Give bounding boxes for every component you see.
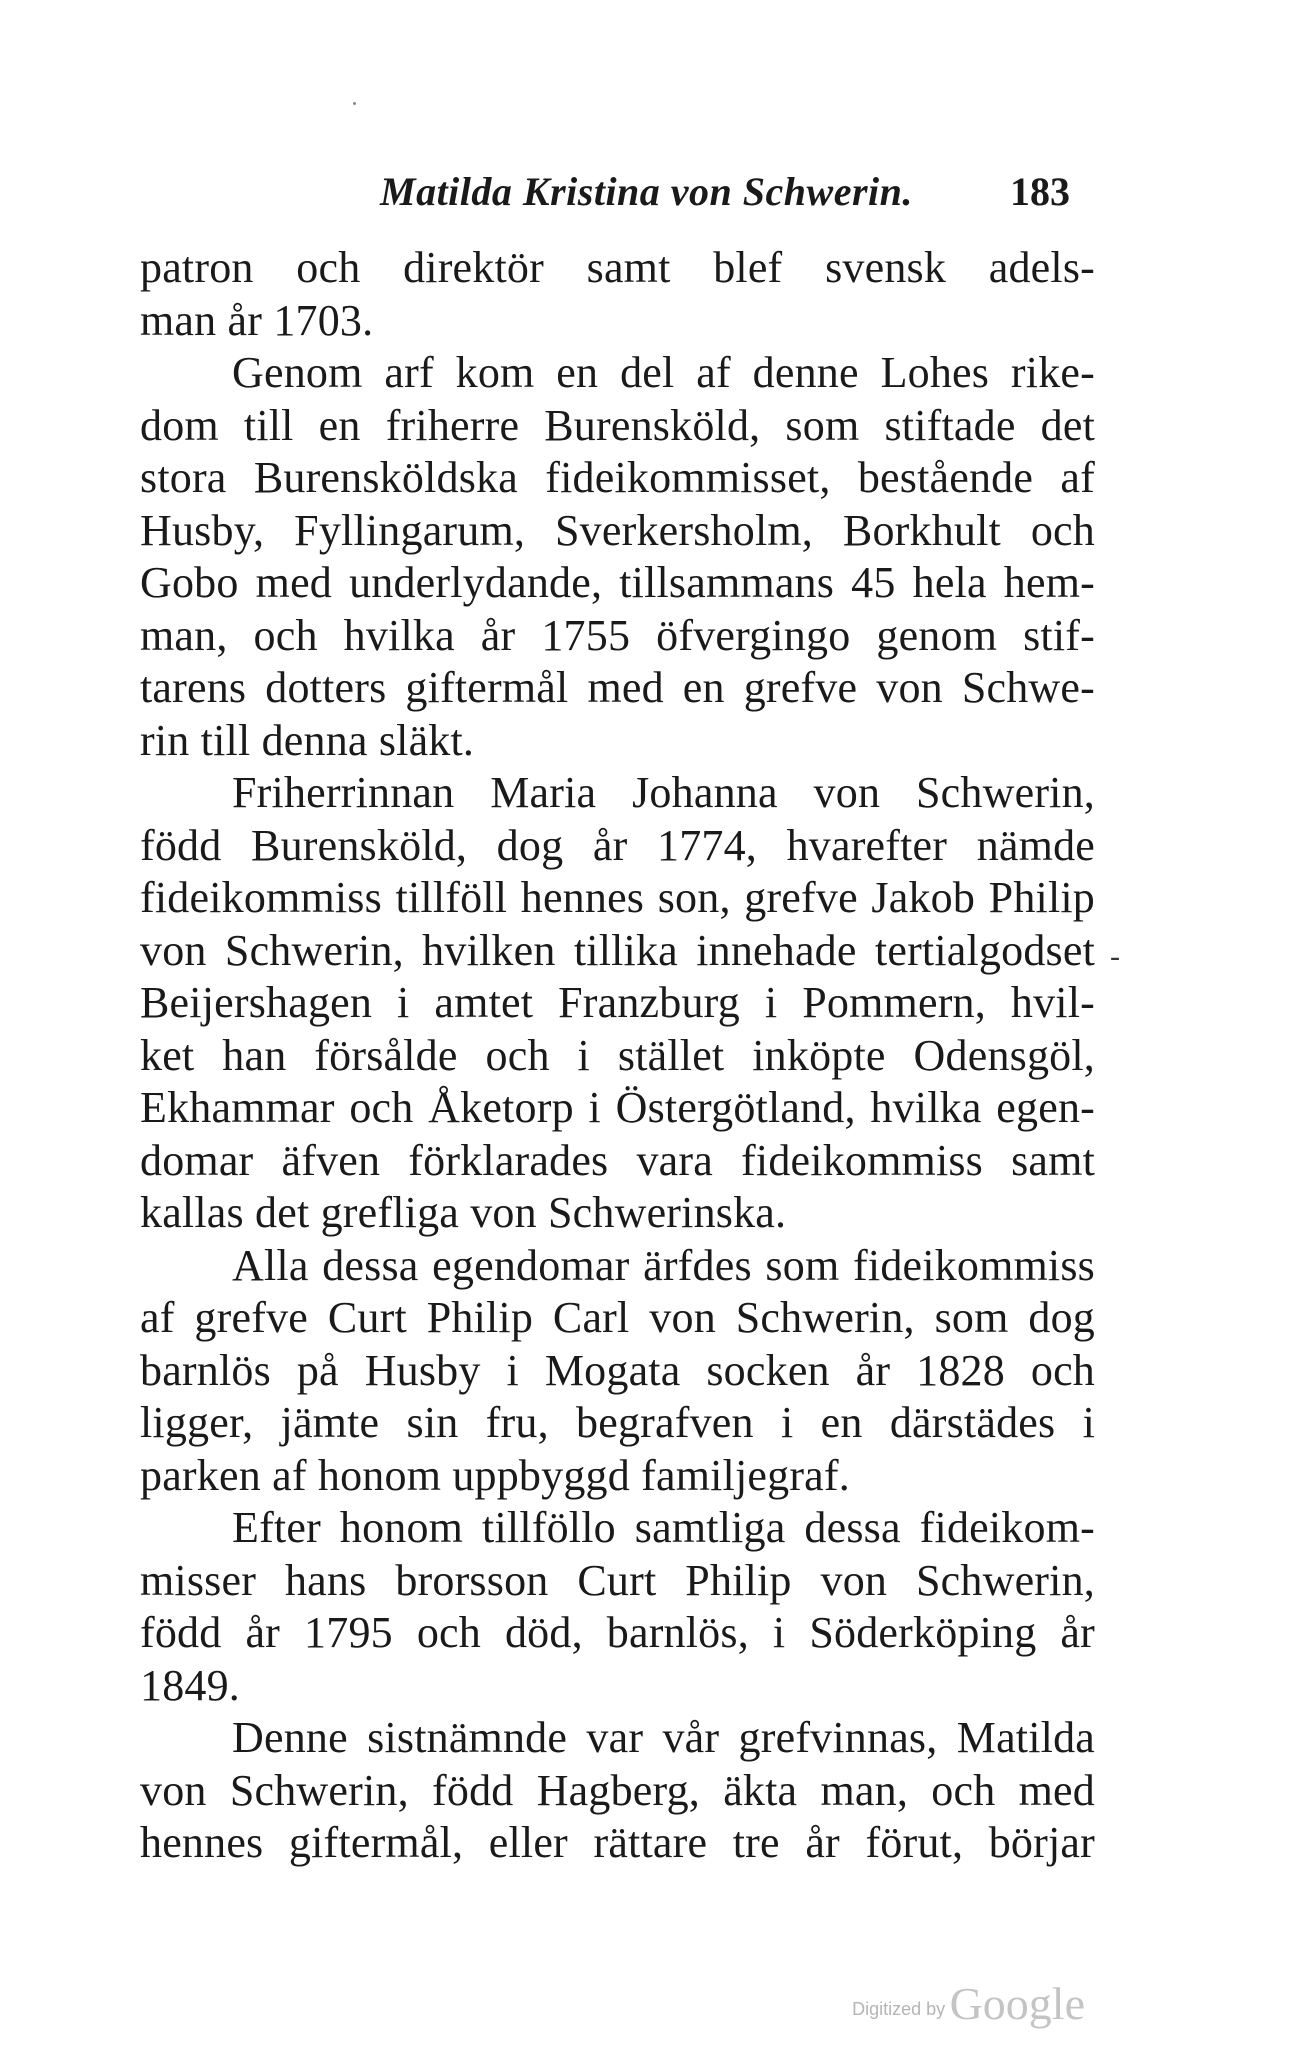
- text-line: Gobo med underlydande, tillsammans 45 hela hem-: [140, 558, 1095, 607]
- text-line: stora Burensköldska fideikommisset, bestående af: [140, 453, 1095, 502]
- text-line: Alla dessa egendomar ärfdes som fideikommiss: [232, 1240, 1095, 1290]
- text-line: von Schwerin, hvilken tillika innehade tertialgodset: [140, 925, 1095, 975]
- text-line: Husby, Fyllingarum, Sverkersholm, Borkhult och: [140, 505, 1095, 555]
- text-line: dom till en friherre Burensköld, som stiftade det: [140, 400, 1095, 450]
- text-line: fideikommiss tillföll hennes son, grefve Jakob Philip: [140, 873, 1095, 922]
- digitized-by-label: Digitized by: [852, 1999, 946, 2019]
- page-number: 183: [1010, 169, 1070, 214]
- scan-speck: [353, 102, 356, 105]
- text-line: född Burensköld, dog år 1774, hvarefter nämde: [140, 820, 1095, 870]
- text-line: barnlös på Husby i Mogata socken år 1828 och: [140, 1345, 1095, 1395]
- text-line: misser hans brorsson Curt Philip von Schwerin,: [140, 1555, 1095, 1605]
- text-line: parken af honom uppbyggd familjegraf.: [140, 1450, 850, 1500]
- text-line: Ekhammar och Åketorp i Östergötland, hvilka egen-: [140, 1083, 1095, 1132]
- text-line: patron och direktör samt blef svensk adels-: [140, 243, 1095, 292]
- text-line: född år 1795 och död, barnlös, i Söderköping år: [140, 1608, 1095, 1657]
- text-line: kallas det grefliga von Schwerinska.: [140, 1188, 787, 1237]
- text-line: domar äfven förklarades vara fideikommiss samt: [140, 1135, 1095, 1185]
- running-title: Matilda Kristina von Schwerin.: [380, 169, 913, 214]
- text-line: ligger, jämte sin fru, begrafven i en därstädes i: [140, 1398, 1095, 1447]
- text-line: ket han försålde och i stället inköpte Odensgöl,: [140, 1030, 1095, 1080]
- text-line: hennes giftermål, eller rättare tre år förut, börjar: [140, 1818, 1095, 1867]
- text-line: Efter honom tillföllo samtliga dessa fideikom-: [232, 1503, 1095, 1552]
- page-header: [140, 168, 1070, 228]
- text-line: von Schwerin, född Hagberg, äkta man, och med: [140, 1765, 1095, 1815]
- text-line: Denne sistnämnde var vår grefvinnas, Matilda: [232, 1713, 1095, 1762]
- margin-mark: -: [1110, 940, 1120, 973]
- body-text: [140, 242, 1095, 1870]
- digitized-by-watermark: [852, 1977, 1085, 2030]
- google-logo: Google: [949, 1978, 1085, 2029]
- text-line: Beijershagen i amtet Franzburg i Pommern, hvil-: [140, 978, 1095, 1027]
- text-line: Friherrinnan Maria Johanna von Schwerin,: [232, 768, 1095, 817]
- text-line: af grefve Curt Philip Carl von Schwerin, som dog: [140, 1293, 1095, 1342]
- text-line: rin till denna släkt.: [140, 715, 475, 765]
- text-line: man år 1703.: [140, 295, 374, 345]
- text-line: 1849.: [140, 1660, 240, 1710]
- text-line: Genom arf kom en del af denne Lohes rike-: [232, 348, 1095, 397]
- text-line: tarens dotters giftermål med en grefve von Schwe-: [140, 663, 1095, 712]
- text-line: man, och hvilka år 1755 öfvergingo genom stif-: [140, 610, 1095, 660]
